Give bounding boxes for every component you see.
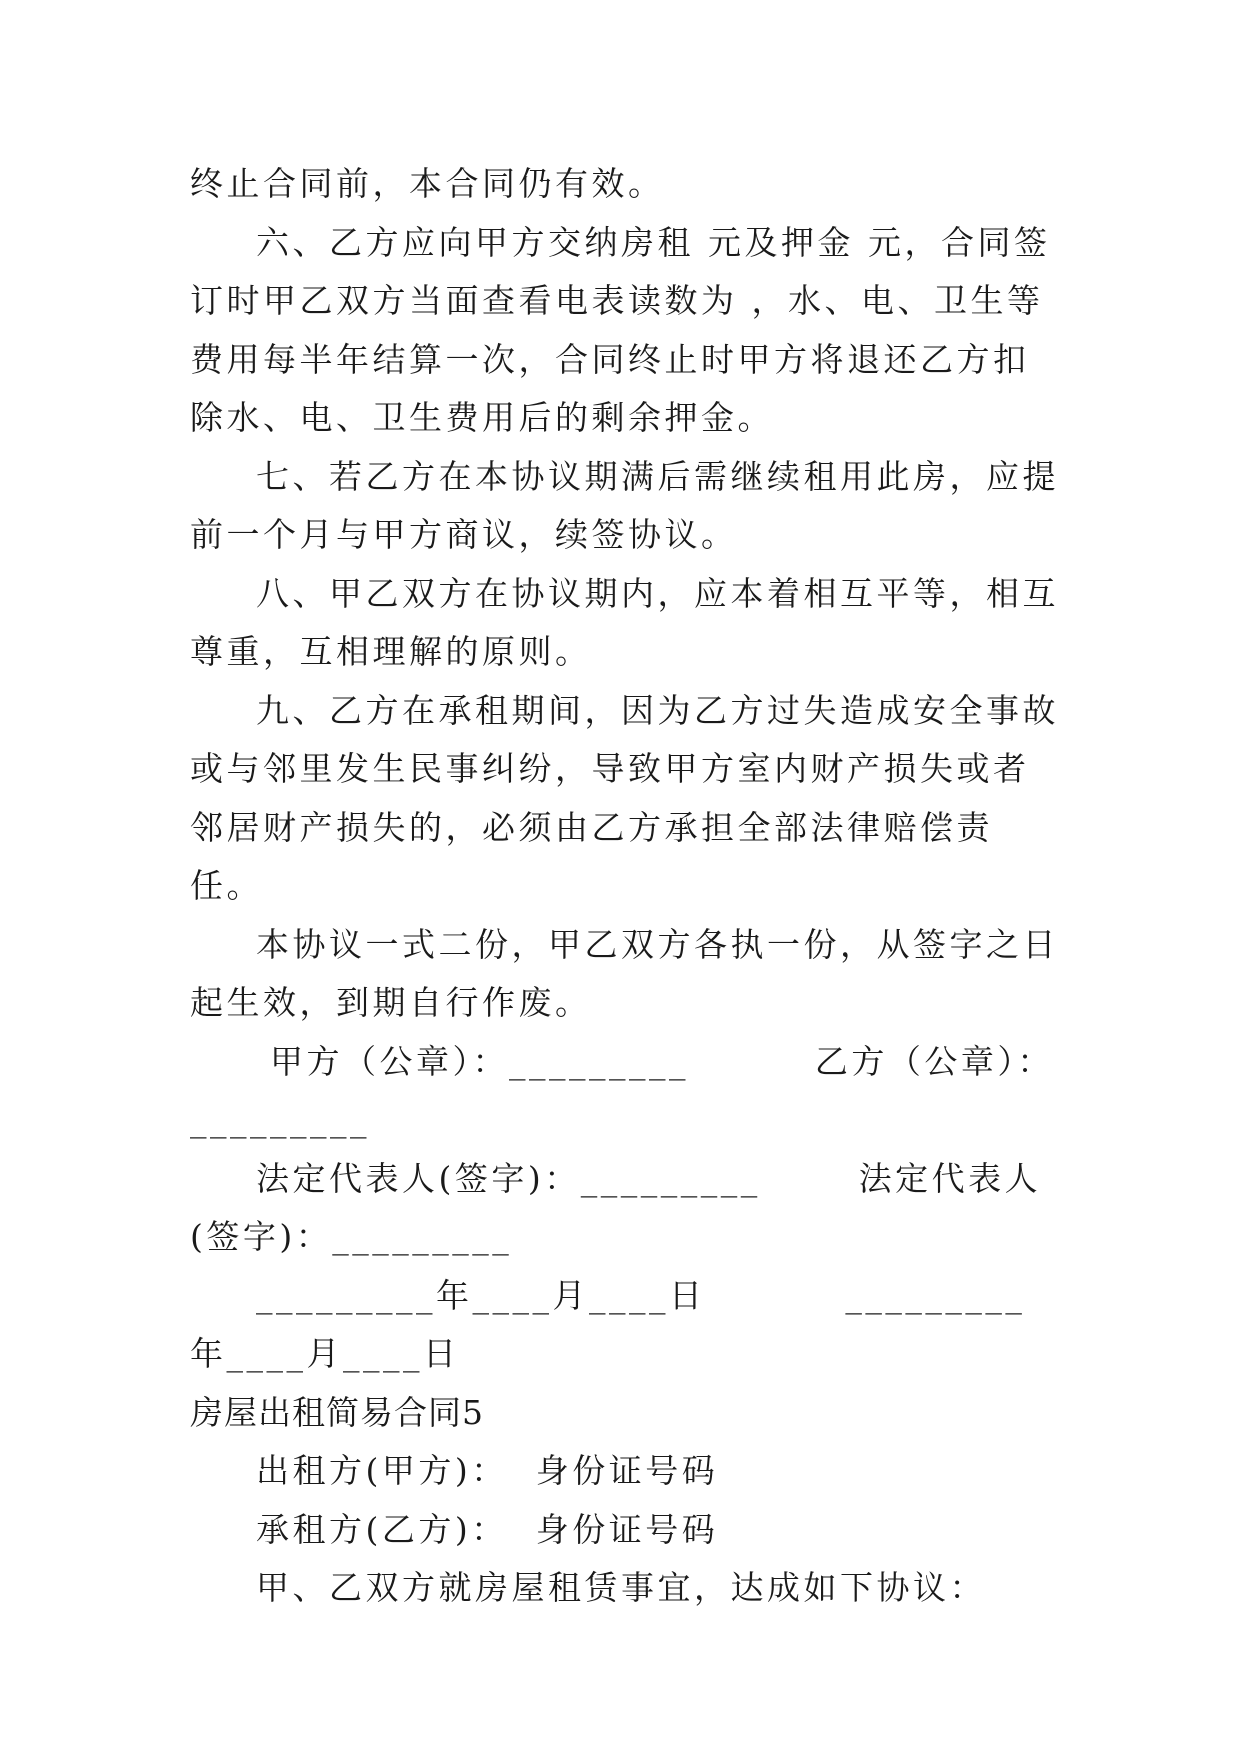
seal-signature-line: 甲方（公章）：_________ 乙方（公章）：_________	[190, 1041, 1054, 1139]
paragraph-continuation: 终止合同前，本合同仍有效。	[190, 164, 665, 203]
clause-six: 六、乙方应向甲方交纳房租 元及押金 元，合同签订时甲乙双方当面查看电表读数为 ，水、电、卫生等费用每半年结算一次，合同终止时甲方将退还乙方扣除水、电、卫生费用后的剩余押金。	[190, 222, 1051, 437]
lessee-line: 承租方(乙方)： 身份证号码	[256, 1509, 719, 1549]
clause-seven: 七、若乙方在本协议期满后需继续租用此房，应提前一个月与甲方商议，续签协议。	[190, 456, 1059, 554]
contract-title: 房屋出租简易合同5	[190, 1392, 484, 1432]
clause-eight: 八、甲乙双方在协议期内，应本着相互平等，相互尊重，互相理解的原则。	[190, 573, 1059, 671]
legal-rep-signature-line: 法定代表人(签字)：_________ 法定代表人(签字)：_________	[190, 1158, 1042, 1256]
agreement-intro-line: 甲、乙双方就房屋租赁事宜，达成如下协议：	[256, 1568, 986, 1607]
clause-nine: 九、乙方在承租期间，因为乙方过失造成安全事故或与邻里发生民事纠纷，导致甲方室内财产损失或者邻居财产损失的，必须由乙方承担全部法律赔偿责任。	[190, 690, 1059, 905]
document-body	[190, 155, 1060, 1618]
date-signature-line: _________年____月____日 _________年____月____日	[190, 1275, 1026, 1373]
lessor-line: 出租方(甲方)： 身份证号码	[256, 1451, 719, 1490]
agreement-copies-clause: 本协议一式二份，甲乙双方各执一份，从签字之日起生效，到期自行作废。	[190, 924, 1059, 1022]
